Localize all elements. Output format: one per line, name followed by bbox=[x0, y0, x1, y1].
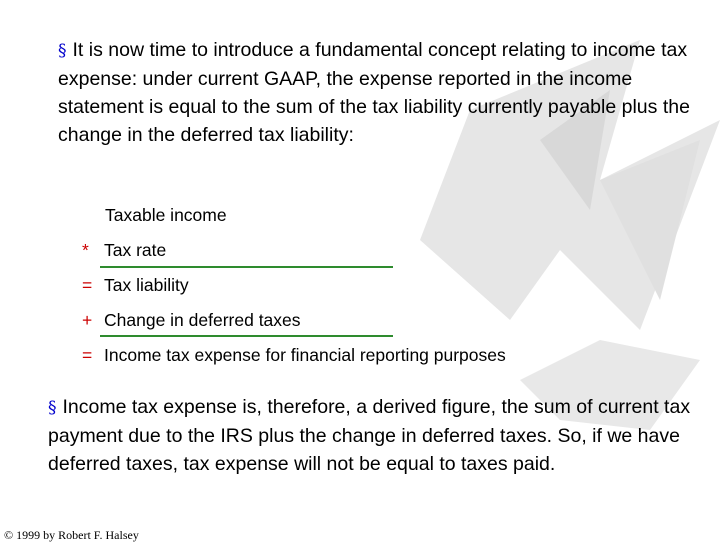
calc-line-tax-liability bbox=[82, 272, 189, 298]
conclusion-paragraph bbox=[48, 393, 708, 478]
calc-label: Income tax expense for financial reporting purposes bbox=[104, 345, 506, 365]
equals-operator: = bbox=[82, 275, 93, 295]
calc-line-deferred-change bbox=[82, 307, 301, 333]
calc-line-income-tax-expense bbox=[82, 342, 506, 368]
copyright-footer: © 1999 by Robert F. Halsey bbox=[4, 528, 139, 542]
calc-line-taxable-income bbox=[105, 202, 227, 228]
equals-operator: = bbox=[82, 345, 93, 365]
sum-rule-line bbox=[100, 266, 393, 268]
intro-paragraph bbox=[58, 36, 698, 149]
calc-label: Taxable income bbox=[105, 205, 227, 225]
calc-label: Tax rate bbox=[104, 240, 167, 260]
multiply-operator: * bbox=[82, 240, 89, 260]
calc-line-tax-rate bbox=[82, 237, 166, 263]
calc-label: Change in deferred taxes bbox=[104, 310, 301, 330]
section-bullet-icon: § bbox=[58, 41, 67, 61]
section-bullet-icon: § bbox=[48, 398, 57, 418]
calc-label: Tax liability bbox=[104, 275, 189, 295]
conclusion-paragraph-text: Income tax expense is, therefore, a derived figure, the sum of current tax payment due to the IRS plus the change in deferred taxes. So, if we have deferred taxes, tax expense will not be equal to taxes paid. bbox=[48, 396, 691, 475]
sum-rule-line bbox=[100, 335, 393, 337]
intro-paragraph-text: It is now time to introduce a fundamental concept relating to income tax expense: under current GAAP, the expense reported in the income statement is equal to the sum of the tax liability currently payable plus the change in the deferred tax liability: bbox=[58, 39, 690, 146]
plus-operator: + bbox=[82, 310, 93, 330]
